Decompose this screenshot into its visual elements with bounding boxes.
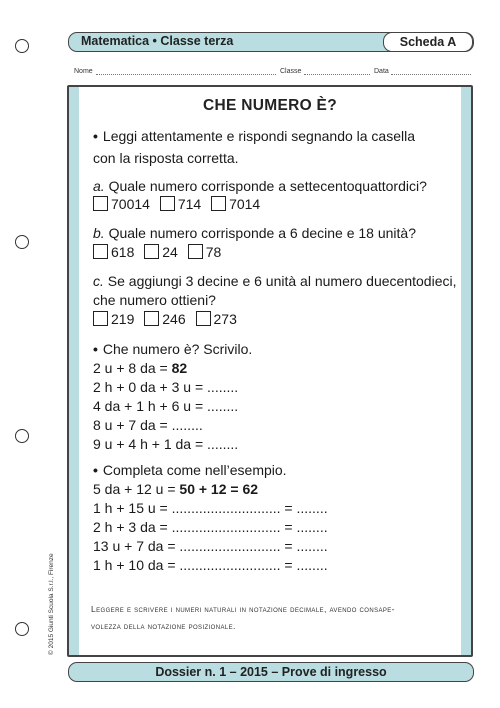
option-b2[interactable]: 24 [144, 243, 178, 261]
checkbox[interactable] [160, 196, 175, 211]
name-label: Nome [74, 68, 93, 75]
binder-hole-1 [15, 39, 29, 53]
section2-item[interactable]: 9 u + 4 h + 1 da = ........ [93, 436, 239, 452]
question-b: b. Quale numero corrisponde a 6 decine e 18 unità? [93, 225, 417, 241]
question-c-line-1: c. Se aggiungi 3 decine e 6 unità al numero duecentodieci, [93, 273, 457, 289]
section3-example: 5 da + 12 u = 50 + 12 = 62 [93, 481, 259, 497]
section2-item[interactable]: 4 da + 1 h + 6 u = ........ [93, 398, 239, 414]
copyright-notice: © 2015 Giunti Scuola S.r.l., Firenze [48, 553, 55, 655]
checkbox[interactable] [93, 311, 108, 326]
section3-item[interactable]: 13 u + 7 da = .......................... = ........ [93, 538, 328, 554]
question-b-options [93, 243, 227, 261]
subject-label: Matematica • Classe terza [81, 34, 234, 48]
section2-example: 2 u + 8 da = 82 [93, 360, 188, 376]
checkbox[interactable] [144, 244, 159, 259]
sheet-label: Scheda A [383, 32, 473, 52]
checkbox[interactable] [196, 311, 211, 326]
question-a-options [93, 195, 266, 213]
option-b3[interactable]: 78 [188, 243, 222, 261]
section2-item[interactable]: 8 u + 7 da = ........ [93, 417, 203, 433]
worksheet-title: CHE NUMERO È? [203, 97, 337, 114]
section3-item[interactable]: 1 h + 10 da = .......................... = ........ [93, 557, 328, 573]
section3-heading: • Completa come nell’esempio. [93, 462, 287, 478]
instruction-line-2: con la risposta corretta. [93, 150, 239, 166]
section2-item[interactable]: 2 h + 0 da + 3 u = ........ [93, 379, 239, 395]
option-a3[interactable]: 7014 [211, 195, 260, 213]
date-field[interactable] [391, 74, 471, 75]
question-c-line-2: che numero ottieni? [93, 292, 216, 308]
instruction-line-1: • Leggi attentamente e rispondi segnando la casella [93, 128, 416, 144]
header-bar [68, 32, 474, 52]
option-c3[interactable]: 273 [196, 310, 237, 328]
checkbox[interactable] [93, 244, 108, 259]
class-label: Classe [280, 68, 302, 75]
checkbox[interactable] [211, 196, 226, 211]
worksheet-content [83, 87, 457, 655]
right-color-band [461, 87, 471, 655]
option-a2[interactable]: 714 [160, 195, 201, 213]
date-label: Data [374, 68, 389, 75]
checkbox[interactable] [93, 196, 108, 211]
class-field[interactable] [304, 74, 370, 75]
section2-heading: • Che numero è? Scrivilo. [93, 341, 253, 357]
left-color-band [69, 87, 79, 655]
section3-item[interactable]: 2 h + 3 da = ............................ = ........ [93, 519, 328, 535]
binder-hole-2 [15, 235, 29, 249]
worksheet-frame [67, 85, 473, 657]
checkbox[interactable] [144, 311, 159, 326]
section3-item[interactable]: 1 h + 15 u = ............................ = ........ [93, 500, 328, 516]
option-c2[interactable]: 246 [144, 310, 185, 328]
question-a: a. Quale numero corrisponde a settecentoquattordici? [93, 178, 427, 194]
option-b1[interactable]: 618 [93, 243, 134, 261]
objective-note: Leggere e scrivere i numeri naturali in notazione decimale, avendo consape- volezza della notazione posizionale. [91, 604, 395, 631]
binder-hole-3 [15, 429, 29, 443]
option-c1[interactable]: 219 [93, 310, 134, 328]
question-c-options [93, 310, 243, 328]
binder-hole-4 [15, 622, 29, 636]
option-a1[interactable]: 70014 [93, 195, 150, 213]
checkbox[interactable] [188, 244, 203, 259]
footer-bar: Dossier n. 1 – 2015 – Prove di ingresso [68, 662, 474, 682]
name-field[interactable] [96, 74, 276, 75]
